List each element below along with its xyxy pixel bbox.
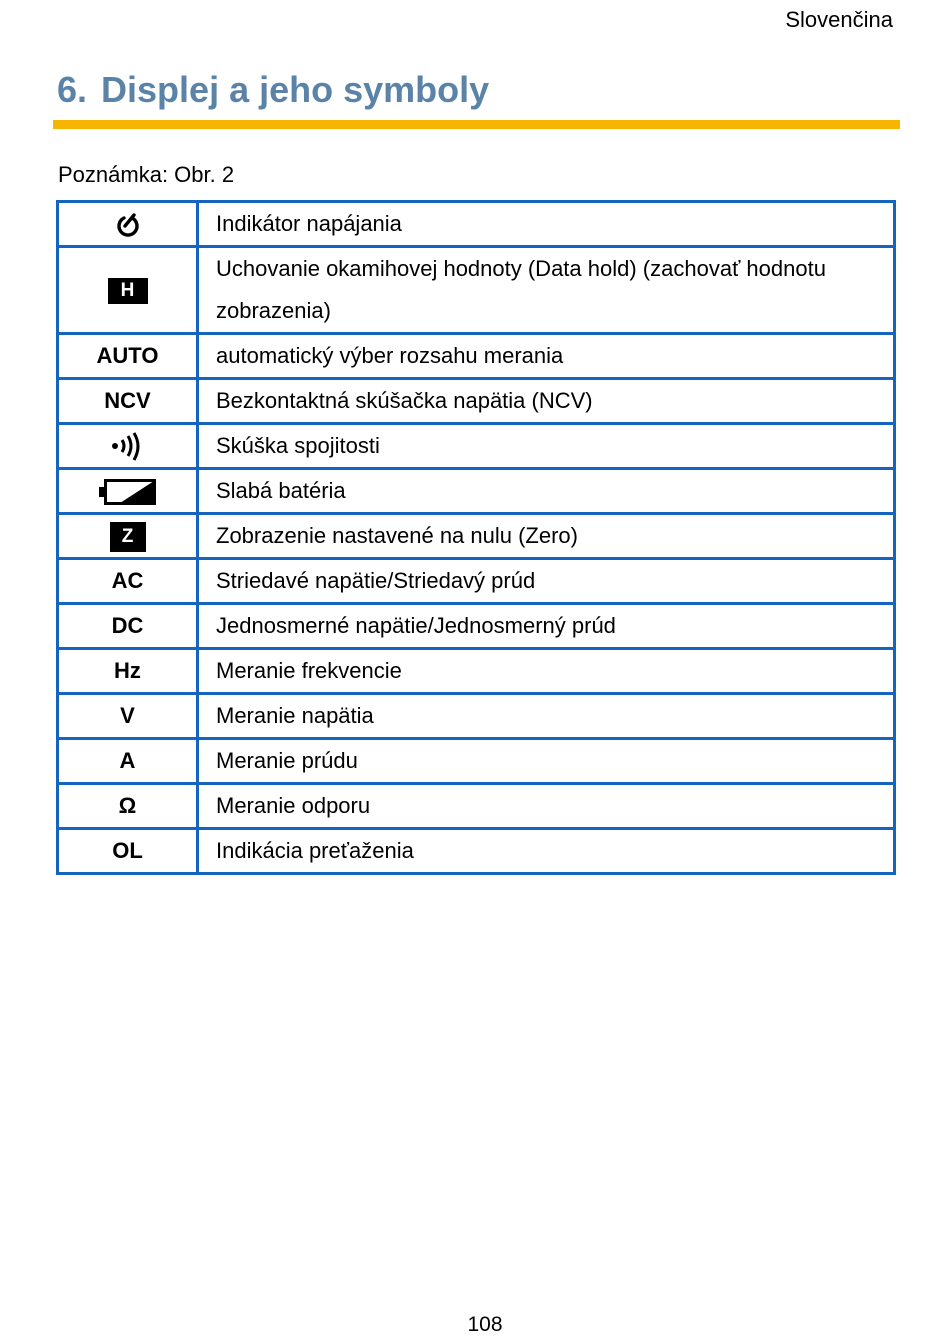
section-title-text: Displej a jeho symboly	[101, 69, 490, 110]
table-row	[58, 514, 895, 559]
table-row	[58, 469, 895, 514]
description-cell: Zobrazenie nastavené na nulu (Zero)	[198, 514, 895, 559]
symbol-cell: Ω	[58, 784, 198, 829]
description-cell: Striedavé napätie/Striedavý prúd	[198, 559, 895, 604]
description-cell: Bezkontaktná skúšačka napätia (NCV)	[198, 379, 895, 424]
data-hold-icon: H	[108, 278, 148, 304]
table-row	[58, 424, 895, 469]
table-row	[58, 334, 895, 379]
symbols-table	[56, 200, 896, 875]
description-cell: Meranie prúdu	[198, 739, 895, 784]
description-cell: Meranie frekvencie	[198, 649, 895, 694]
power-icon	[115, 211, 141, 236]
description-cell: automatický výber rozsahu merania	[198, 334, 895, 379]
symbol-cell: AUTO	[58, 334, 198, 379]
symbol-cell	[58, 202, 198, 247]
description-cell: Meranie napätia	[198, 694, 895, 739]
table-row	[58, 694, 895, 739]
symbol-cell	[58, 514, 198, 559]
note-text: Poznámka: Obr. 2	[58, 162, 235, 187]
table-row	[58, 829, 895, 874]
description-cell: Jednosmerné napätie/Jednosmerný prúd	[198, 604, 895, 649]
symbol-cell: Hz	[58, 649, 198, 694]
symbol-cell	[58, 247, 198, 334]
symbol-cell: V	[58, 694, 198, 739]
zero-icon: Z	[110, 522, 146, 552]
continuity-icon	[108, 433, 148, 458]
table-row	[58, 559, 895, 604]
symbol-cell: A	[58, 739, 198, 784]
low-battery-icon	[98, 478, 158, 503]
description-cell: Skúška spojitosti	[198, 424, 895, 469]
symbol-cell: NCV	[58, 379, 198, 424]
table-row	[58, 202, 895, 247]
header-language: Slovenčina	[785, 7, 893, 32]
description-cell: Indikátor napájania	[198, 202, 895, 247]
symbol-cell: OL	[58, 829, 198, 874]
description-cell: Slabá batéria	[198, 469, 895, 514]
description-cell: Uchovanie okamihovej hodnoty (Data hold) (zachovať hodnotu zobrazenia)	[198, 247, 895, 334]
table-row	[58, 604, 895, 649]
symbol-cell: AC	[58, 559, 198, 604]
table-row	[58, 784, 895, 829]
table-row	[58, 649, 895, 694]
description-cell: Indikácia preťaženia	[198, 829, 895, 874]
symbol-cell	[58, 424, 198, 469]
symbol-cell: DC	[58, 604, 198, 649]
section-number: 6.	[57, 69, 88, 110]
table-row	[58, 739, 895, 784]
symbol-cell	[58, 469, 198, 514]
page-number: 108	[467, 1313, 503, 1336]
description-cell: Meranie odporu	[198, 784, 895, 829]
table-row	[58, 247, 895, 334]
title-underline	[53, 120, 900, 129]
table-row	[58, 379, 895, 424]
section-title	[57, 66, 489, 114]
